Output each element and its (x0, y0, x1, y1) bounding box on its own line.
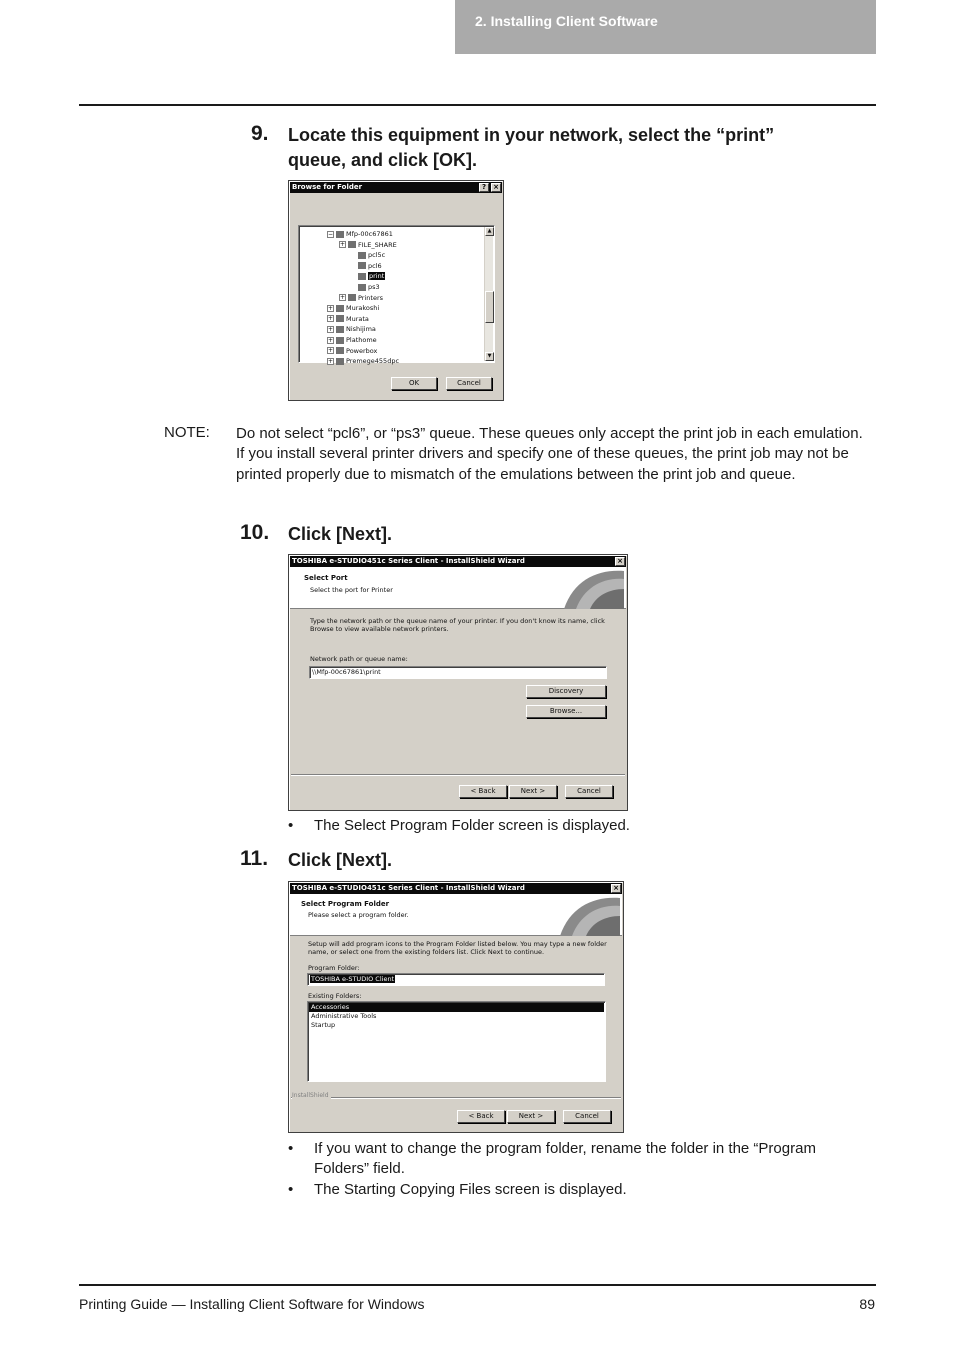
expand-toggle-icon[interactable]: + (328, 304, 334, 312)
next-button[interactable]: Next > (507, 1110, 555, 1123)
program-folder-label: Program Folder: (308, 964, 360, 972)
tree-item[interactable] (339, 293, 383, 303)
instructions-line1: Type the network path or the queue name of your printer. If you don't know its name, click (310, 617, 605, 625)
program-folder-value: TOSHIBA e-STUDIO Client (311, 975, 395, 983)
select-port-dialog (288, 554, 628, 811)
network-path-label: Network path or queue name: (310, 655, 408, 663)
existing-folders-list[interactable] (307, 1001, 606, 1082)
expand-toggle-icon[interactable]: + (328, 336, 334, 344)
tree-item-label: Printers (358, 293, 384, 302)
banner-title: Select Port (304, 574, 348, 582)
bullet-11-1-line2: Folders” field. (314, 1160, 405, 1177)
folder-list-item[interactable]: Administrative Tools (311, 1012, 377, 1020)
step-11-text: Click [Next]. (288, 850, 393, 870)
tree-item-label: FILE_SHARE (358, 240, 397, 249)
installshield-art-icon (554, 569, 624, 609)
step-9-text (288, 123, 774, 173)
bullet-11-1 (314, 1139, 879, 1179)
network-path-input[interactable]: \\Mfp-00c67861\print (309, 666, 607, 679)
tree-item[interactable] (327, 229, 393, 239)
computer-icon (336, 358, 344, 365)
printer-queue-icon (358, 262, 366, 269)
spacer (349, 273, 356, 280)
folder-list-item[interactable]: Accessories (309, 1003, 604, 1012)
tree-item[interactable] (339, 240, 397, 250)
step-9-line2: queue, and click [OK]. (288, 150, 478, 170)
tree-item[interactable] (327, 324, 376, 334)
spacer (349, 252, 356, 259)
cancel-button[interactable]: Cancel (563, 1110, 611, 1123)
bottom-rule (79, 1284, 876, 1286)
instructions-line1: Setup will add program icons to the Program Folder listed below. You may type a new folder (308, 940, 607, 948)
browse-dialog-titlebar (290, 182, 502, 193)
computer-icon (336, 347, 344, 354)
computer-icon (336, 305, 344, 312)
tree-item-label: print (369, 272, 385, 281)
tree-item-label: Mfp-00c67861 (346, 230, 393, 238)
tree-item[interactable] (327, 335, 377, 345)
tree-item[interactable] (327, 314, 369, 324)
tree-item-label: pcl5c (368, 251, 386, 260)
program-folder-input[interactable] (307, 973, 605, 986)
cancel-button[interactable]: Cancel (565, 785, 613, 798)
note-text: Do not select “pcl6”, or “ps3” queue. These queues only accept the print job in each emulation. If you install several printer drivers and specify one of these queues, the print job may not be printed properly due to mismatch of the emulations between the print job and queue. (236, 425, 863, 483)
next-button[interactable]: Next > (509, 785, 557, 798)
banner-subtitle: Select the port for Printer (310, 586, 393, 594)
spacer (349, 262, 356, 269)
banner-title: Select Program Folder (301, 900, 390, 908)
step-10-number: 10. (240, 521, 270, 544)
tree-item-label: Plathome (346, 336, 377, 344)
tree-item[interactable] (349, 250, 385, 260)
computer-icon (336, 337, 344, 344)
browse-button[interactable]: Browse... (526, 705, 606, 718)
expand-toggle-icon[interactable]: + (328, 347, 334, 355)
scroll-down-arrow-icon[interactable]: ▼ (485, 352, 494, 361)
browse-dialog-title: Browse for Folder (292, 183, 363, 191)
banner-subtitle: Please select a program folder. (308, 911, 409, 919)
instructions-line2: Browse to view available network printers. (310, 625, 449, 633)
folder-list-item[interactable]: Startup (311, 1021, 336, 1029)
installshield-art-icon (550, 896, 620, 936)
expand-toggle-icon[interactable]: + (340, 294, 346, 302)
bullet-11-1-line1: If you want to change the program folder, rename the folder in the “Program (314, 1140, 816, 1157)
tree-item-label: Nishijima (346, 325, 376, 334)
folder-dialog-title: TOSHIBA e-STUDIO451c Series Client - InstallShield Wizard (292, 884, 525, 892)
page-number: 89 (859, 1296, 875, 1312)
bullet-10-text: The Select Program Folder screen is displayed. (314, 817, 630, 834)
select-program-folder-dialog (288, 881, 624, 1133)
installshield-brand: InstallShield (292, 1092, 329, 1099)
note-label: NOTE: (164, 424, 210, 441)
bullet-glyph: • (288, 1181, 294, 1198)
computer-icon (336, 315, 344, 322)
computer-icon (336, 231, 344, 238)
tree-item-label: Powerbox (346, 346, 378, 355)
expand-toggle-icon[interactable]: − (328, 230, 334, 238)
tree-scrollbar[interactable] (484, 227, 493, 361)
footer-divider (291, 774, 625, 776)
printer-queue-icon (358, 252, 366, 259)
existing-folders-label: Existing Folders: (308, 992, 362, 1000)
tree-item[interactable] (349, 282, 380, 292)
scroll-thumb[interactable] (485, 291, 494, 323)
tree-item[interactable] (327, 356, 399, 366)
browse-for-folder-dialog (288, 180, 504, 401)
tree-item[interactable] (327, 303, 379, 313)
scroll-up-arrow-icon[interactable]: ▲ (485, 227, 494, 236)
top-rule (79, 104, 876, 106)
printer-queue-icon (358, 273, 366, 280)
close-button[interactable]: × (491, 183, 501, 192)
instructions (310, 617, 605, 633)
back-button[interactable]: < Back (457, 1110, 505, 1123)
printer-queue-icon (358, 284, 366, 291)
expand-toggle-icon[interactable]: + (340, 241, 346, 249)
bullet-glyph: • (288, 1140, 294, 1157)
bullet-11-2: The Starting Copying Files screen is displayed. (314, 1181, 627, 1198)
expand-toggle-icon[interactable]: + (328, 357, 334, 365)
folder-tree[interactable] (298, 225, 495, 366)
close-button[interactable]: × (615, 557, 625, 566)
expand-toggle-icon[interactable]: + (328, 325, 334, 333)
computer-icon (348, 241, 356, 248)
footer-title: Printing Guide — Installing Client Software for Windows (79, 1296, 425, 1312)
footer-divider (291, 1097, 621, 1099)
tree-item[interactable] (349, 261, 382, 271)
section-title: 2. Installing Client Software (475, 13, 658, 29)
step-9-number: 9. (251, 122, 269, 145)
instructions-line2: name, or select one from the existing folders list. Click Next to continue. (308, 948, 545, 956)
back-button[interactable]: < Back (459, 785, 507, 798)
tree-item-label: Murakoshi (346, 304, 380, 313)
close-button[interactable]: × (611, 884, 621, 893)
help-button[interactable]: ? (479, 183, 489, 192)
tree-item-label: Murata (346, 314, 369, 323)
folder-dialog-titlebar (290, 883, 622, 894)
instructions (308, 940, 607, 956)
step-10-text: Click [Next]. (288, 524, 393, 544)
bullet-glyph: • (288, 817, 294, 834)
expand-toggle-icon[interactable]: + (328, 315, 334, 323)
computer-icon (336, 326, 344, 333)
tree-item-label: Premege455dpc (346, 357, 400, 366)
tree-item-label: pcl6 (368, 261, 382, 270)
port-dialog-title: TOSHIBA e-STUDIO451c Series Client - InstallShield Wizard (292, 557, 525, 565)
tree-item[interactable] (327, 346, 377, 356)
cancel-button[interactable]: Cancel (446, 377, 492, 390)
port-dialog-titlebar (290, 556, 626, 567)
ok-button[interactable]: OK (391, 377, 437, 390)
step-9-line1: Locate this equipment in your network, select the “print” (288, 125, 775, 145)
spacer (349, 284, 356, 291)
tree-item-label: ps3 (368, 283, 380, 291)
tree-item[interactable] (349, 271, 385, 281)
wizard-banner (290, 567, 626, 609)
discovery-button[interactable]: Discovery (526, 685, 606, 698)
computer-icon (348, 294, 356, 301)
wizard-banner (290, 894, 622, 936)
step-11-number: 11. (240, 847, 269, 870)
section-header-tab (455, 0, 876, 54)
